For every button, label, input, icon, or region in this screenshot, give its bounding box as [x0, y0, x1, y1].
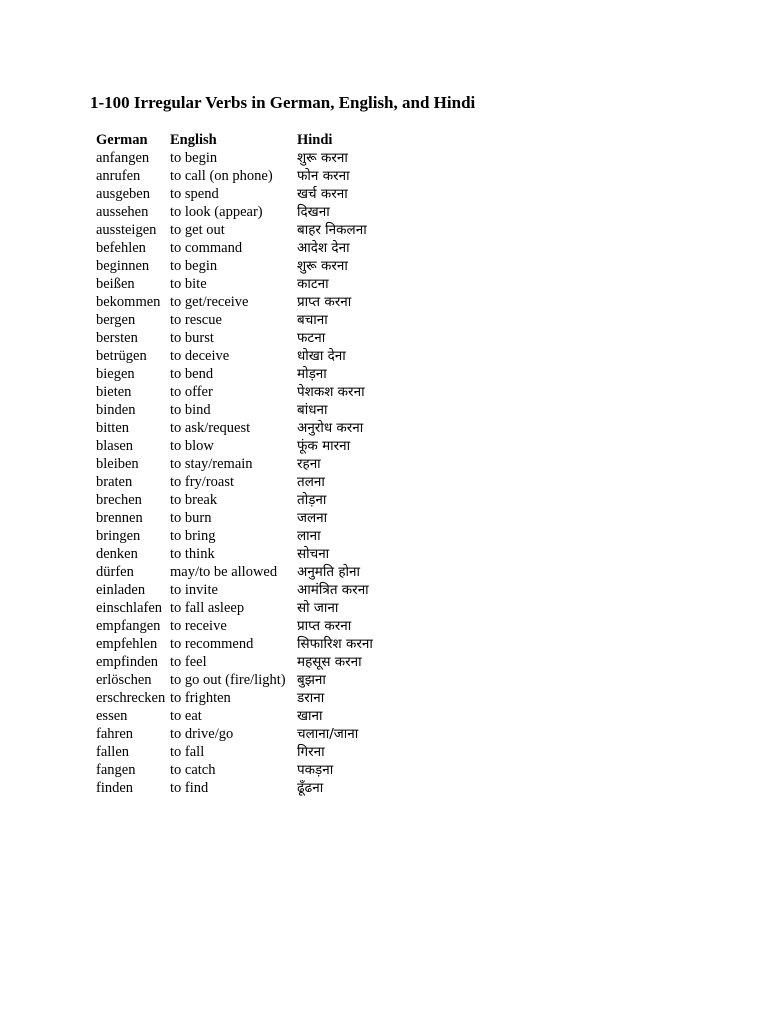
english-cell: to receive [170, 618, 227, 634]
english-cell: to fall [170, 744, 205, 760]
hindi-cell: आदेश देना [297, 240, 350, 256]
german-cell: bekommen [96, 294, 161, 310]
english-cell: to command [170, 240, 243, 256]
english-cell: to bend [170, 366, 214, 382]
german-cell: ausgeben [96, 186, 150, 202]
english-cell: to bring [170, 528, 216, 544]
table-row [93, 707, 494, 725]
hindi-cell: रहना [297, 456, 321, 472]
hindi-cell: चलाना/जाना [297, 726, 359, 742]
english-cell: to spend [170, 186, 219, 202]
german-cell: beißen [96, 276, 135, 292]
hindi-cell: गिरना [297, 744, 325, 760]
english-cell: to think [170, 546, 215, 562]
table-row [93, 203, 494, 221]
german-cell: bieten [96, 384, 132, 400]
english-cell: to begin [170, 150, 218, 166]
english-cell: to stay/remain [170, 456, 253, 472]
hindi-cell: पकड़ना [297, 762, 334, 778]
hindi-cell: बुझना [297, 672, 326, 688]
table-row [93, 293, 494, 311]
german-cell: binden [96, 402, 136, 418]
table-row [93, 491, 494, 509]
document-title: 1-100 Irregular Verbs in German, English, and Hindi [90, 93, 476, 112]
table-row [93, 779, 494, 797]
german-cell: fangen [96, 762, 136, 778]
hindi-cell: खर्च करना [297, 186, 348, 202]
english-cell: to frighten [170, 690, 231, 706]
table-row [93, 311, 494, 329]
german-cell: erschrecken [96, 690, 166, 706]
hindi-cell: दिखना [297, 204, 330, 220]
english-cell: to burn [170, 510, 212, 526]
table-row [93, 383, 494, 401]
english-cell: to bite [170, 276, 207, 292]
table-row [93, 365, 494, 383]
german-cell: betrügen [96, 348, 147, 364]
english-cell: to find [170, 780, 209, 796]
english-cell: to blow [170, 438, 214, 454]
hindi-cell: अनुमति होना [297, 564, 361, 580]
hindi-cell: महसूस करना [297, 654, 362, 670]
table-row [93, 239, 494, 257]
english-cell: to fall asleep [170, 600, 245, 616]
table-row [93, 527, 494, 545]
english-cell: to offer [170, 384, 213, 400]
hindi-cell: फूंक मारना [297, 438, 351, 454]
hindi-cell: बांधना [297, 402, 328, 418]
table-row [93, 257, 494, 275]
hindi-cell: प्राप्त करना [297, 294, 352, 310]
german-cell: bergen [96, 312, 136, 328]
table-row [93, 545, 494, 563]
table-row [93, 599, 494, 617]
german-cell: beginnen [96, 258, 150, 274]
german-cell: anfangen [96, 150, 150, 166]
english-cell: to go out (fire/light) [170, 672, 286, 688]
german-cell: bringen [96, 528, 141, 544]
hindi-cell: फटना [297, 330, 326, 346]
table-row [93, 581, 494, 599]
table-row [93, 761, 494, 779]
german-cell: aussteigen [96, 222, 157, 238]
table-row [93, 347, 494, 365]
table-body [93, 149, 494, 797]
german-cell: aussehen [96, 204, 149, 220]
column-header-german: German [96, 131, 148, 148]
verb-table [93, 130, 494, 797]
german-cell: einladen [96, 582, 146, 598]
english-cell: to fry/roast [170, 474, 235, 490]
english-cell: to get out [170, 222, 225, 238]
german-cell: einschlafen [96, 600, 163, 616]
table-row [93, 635, 494, 653]
hindi-cell: बाहर निकलना [297, 222, 367, 238]
table-row [93, 167, 494, 185]
hindi-cell: सिफारिश करना [297, 636, 373, 652]
hindi-cell: बचाना [297, 312, 328, 328]
hindi-cell: लाना [297, 528, 321, 544]
column-header-english: English [170, 131, 217, 148]
english-cell: to feel [170, 654, 207, 670]
hindi-cell: अनुरोध करना [297, 420, 364, 436]
german-cell: bersten [96, 330, 138, 346]
table-row [93, 221, 494, 239]
german-cell: biegen [96, 366, 135, 382]
hindi-cell: काटना [297, 276, 329, 292]
table-row [93, 419, 494, 437]
english-cell: to burst [170, 330, 214, 346]
table-row [93, 743, 494, 761]
english-cell: to get/receive [170, 294, 249, 310]
table-row [93, 653, 494, 671]
table-row [93, 473, 494, 491]
english-cell: to drive/go [170, 726, 234, 742]
table-row [93, 329, 494, 347]
table-row [93, 455, 494, 473]
german-cell: befehlen [96, 240, 146, 256]
hindi-cell: तलना [297, 474, 325, 490]
hindi-cell: फोन करना [297, 168, 350, 184]
german-cell: denken [96, 546, 138, 562]
hindi-cell: खाना [297, 708, 323, 724]
hindi-cell: तोड़ना [297, 492, 327, 508]
english-cell: to catch [170, 762, 216, 778]
german-cell: bitten [96, 420, 130, 436]
english-cell: to deceive [170, 348, 230, 364]
hindi-cell: शुरू करना [297, 258, 348, 274]
column-header-hindi: Hindi [297, 131, 333, 148]
german-cell: empfangen [96, 618, 161, 634]
table-row [93, 275, 494, 293]
german-cell: erlöschen [96, 672, 152, 688]
german-cell: finden [96, 780, 134, 796]
english-cell: may/to be allowed [170, 564, 278, 580]
hindi-cell: धोखा देना [297, 348, 346, 364]
hindi-cell: पेशकश करना [297, 384, 365, 400]
english-cell: to bind [170, 402, 211, 418]
english-cell: to look (appear) [170, 204, 263, 220]
german-cell: brechen [96, 492, 142, 508]
hindi-cell: मोड़ना [297, 366, 327, 382]
table-row [93, 185, 494, 203]
german-cell: dürfen [96, 564, 134, 580]
hindi-cell: शुरू करना [297, 150, 348, 166]
table-row [93, 149, 494, 167]
english-cell: to call (on phone) [170, 168, 273, 184]
english-cell: to eat [170, 708, 202, 724]
hindi-cell: सो जाना [297, 600, 339, 616]
german-cell: empfinden [96, 654, 159, 670]
english-cell: to ask/request [170, 420, 251, 436]
table-header-row [93, 130, 494, 149]
german-cell: anrufen [96, 168, 141, 184]
table-row [93, 689, 494, 707]
german-cell: fallen [96, 744, 130, 760]
hindi-cell: सोचना [297, 546, 330, 562]
hindi-cell: आमंत्रित करना [297, 582, 369, 598]
german-cell: essen [96, 708, 128, 724]
hindi-cell: जलना [297, 510, 328, 526]
german-cell: empfehlen [96, 636, 158, 652]
table-row [93, 437, 494, 455]
hindi-cell: प्राप्त करना [297, 618, 352, 634]
german-cell: bleiben [96, 456, 139, 472]
english-cell: to break [170, 492, 218, 508]
table-row [93, 617, 494, 635]
german-cell: brennen [96, 510, 143, 526]
german-cell: braten [96, 474, 133, 490]
german-cell: blasen [96, 438, 134, 454]
table-row [93, 671, 494, 689]
table-row [93, 401, 494, 419]
german-cell: fahren [96, 726, 134, 742]
hindi-cell: ढूँढना [297, 780, 324, 796]
table-row [93, 563, 494, 581]
hindi-cell: डराना [297, 690, 325, 706]
english-cell: to recommend [170, 636, 254, 652]
english-cell: to invite [170, 582, 218, 598]
table-row [93, 725, 494, 743]
english-cell: to rescue [170, 312, 222, 328]
table-row [93, 509, 494, 527]
english-cell: to begin [170, 258, 218, 274]
